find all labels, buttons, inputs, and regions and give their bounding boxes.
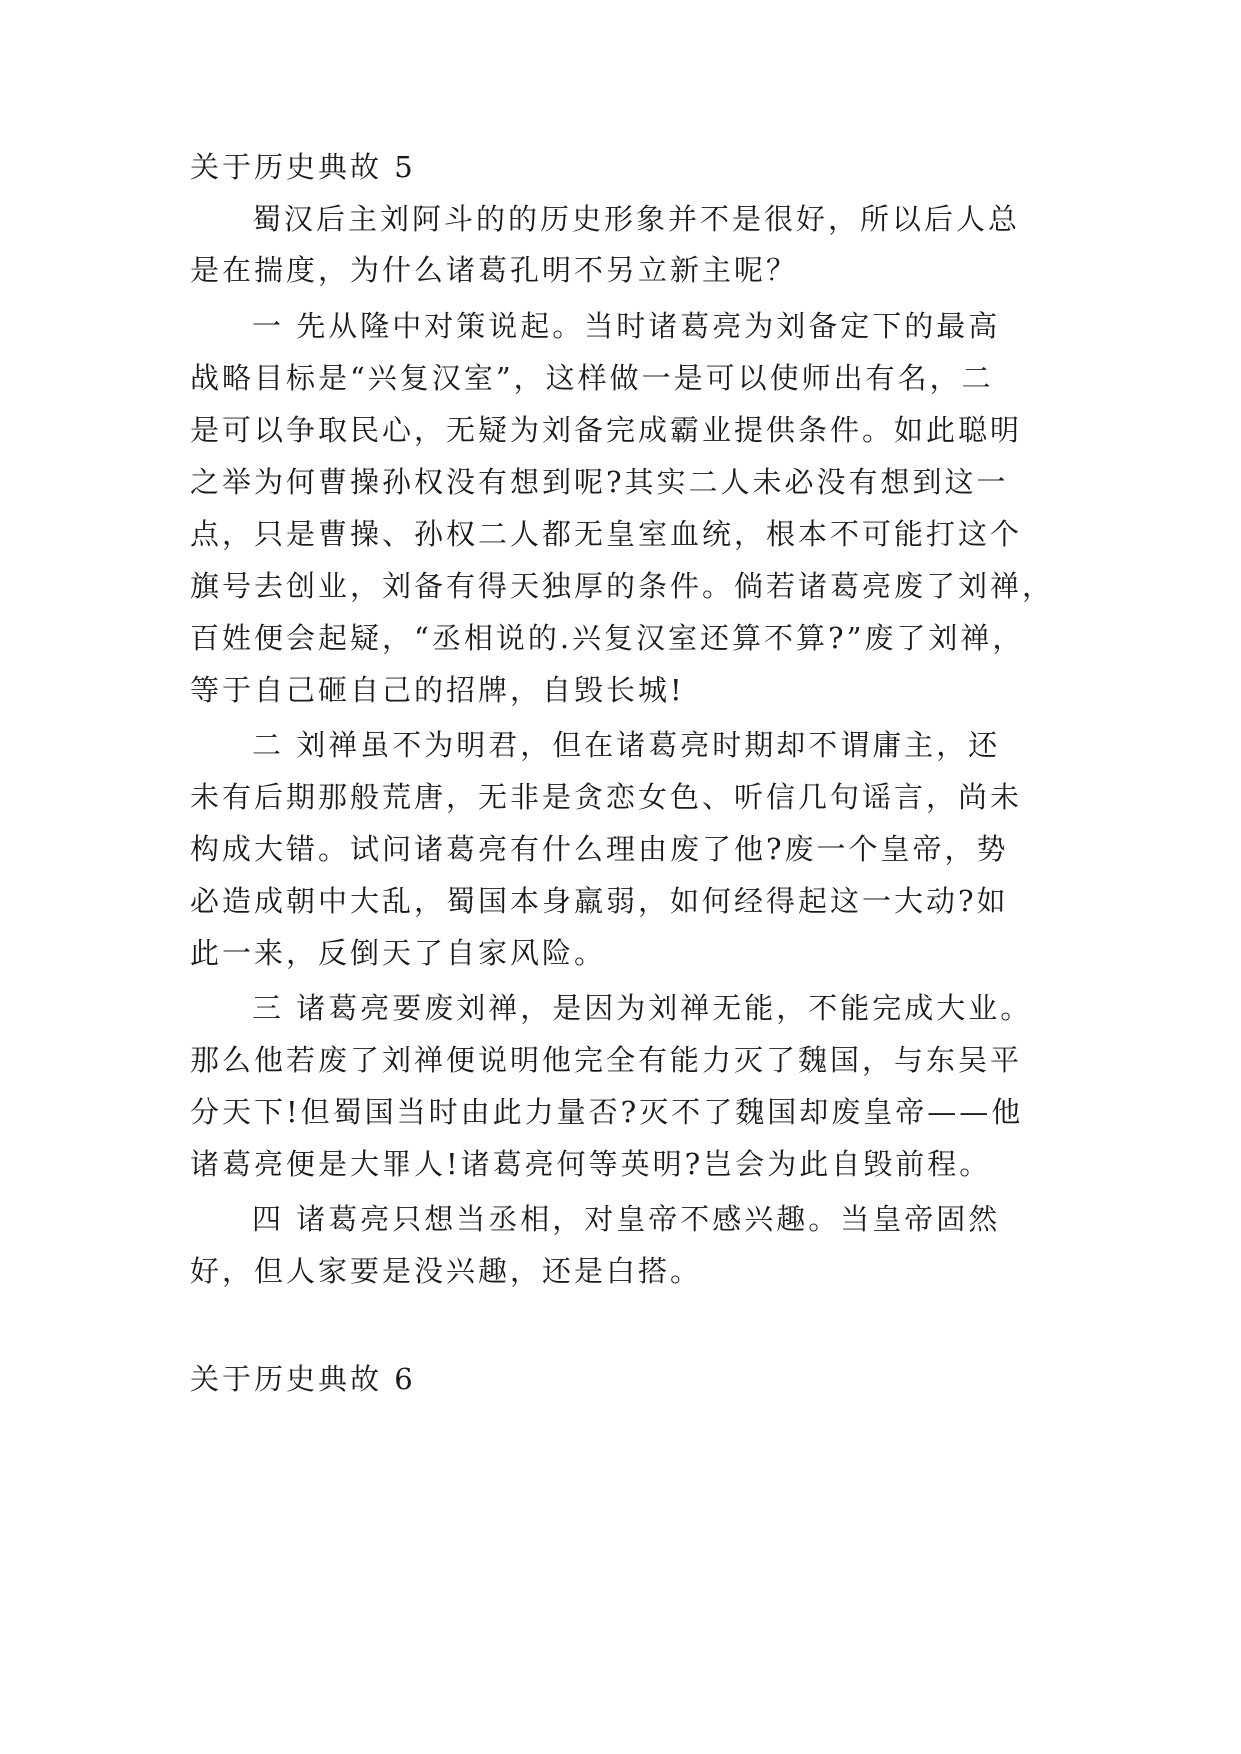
paragraph-line: 分天下!但蜀国当时由此力量否?灭不了魏国却废皇帝——他 [190, 1095, 1024, 1129]
paragraph-line: 蜀汉后主刘阿斗的的历史形象并不是很好，所以后人总 [252, 202, 1021, 236]
paragraph-line: 是可以争取民心，无疑为刘备完成霸业提供条件。如此聪明 [190, 413, 1023, 447]
section-heading-5: 关于历史典故 5 [190, 150, 416, 184]
paragraph-line: 此一来，反倒天了自家风险。 [190, 936, 607, 970]
paragraph-line: 旗号去创业，刘备有得天独厚的条件。倘若诸葛亮废了刘禅， [190, 569, 1055, 603]
section-heading-6: 关于历史典故 6 [190, 1362, 416, 1396]
paragraph-line: 未有后期那般荒唐，无非是贪恋女色、听信几句谣言，尚未 [190, 780, 1023, 814]
paragraph-line: 战略目标是“兴复汉室”，这样做一是可以使师出有名，二 [190, 361, 994, 395]
paragraph-line: 必造成朝中大乱，蜀国本身羸弱，如何经得起这一大动?如 [190, 884, 1009, 918]
paragraph-line: 构成大错。试问诸葛亮有什么理由废了他?废一个皇帝，势 [190, 832, 1009, 866]
paragraph-line: 好，但人家要是没兴趣，还是白搭。 [190, 1254, 703, 1288]
paragraph-line: 等于自己砸自己的招牌，自毁长城! [190, 673, 685, 707]
paragraph-line: 点，只是曹操、孙权二人都无皇室血统，根本不可能打这个 [190, 517, 1023, 551]
paragraph-line: 二 刘禅虽不为明君，但在诸葛亮时期却不谓庸主，还 [252, 728, 1001, 762]
paragraph-line: 四 诸葛亮只想当丞相，对皇帝不感兴趣。当皇帝固然 [252, 1202, 1001, 1236]
paragraph-line: 那么他若废了刘禅便说明他完全有能力灭了魏国，与东吴平 [190, 1043, 1023, 1077]
paragraph-line: 三 诸葛亮要废刘禅，是因为刘禅无能，不能完成大业。 [252, 991, 1033, 1025]
paragraph-line: 百姓便会起疑，“丞相说的.兴复汉室还算不算?”废了刘禅， [190, 621, 1025, 655]
paragraph-line: 诸葛亮便是大罪人!诸葛亮何等英明?岂会为此自毁前程。 [190, 1147, 992, 1181]
paragraph-line: 之举为何曹操孙权没有想到呢?其实二人未必没有想到这一 [190, 465, 1009, 499]
paragraph-line: 一 先从隆中对策说起。当时诸葛亮为刘备定下的最高 [252, 309, 1001, 343]
paragraph-line: 是在揣度，为什么诸葛孔明不另立新主呢？ [190, 253, 799, 287]
